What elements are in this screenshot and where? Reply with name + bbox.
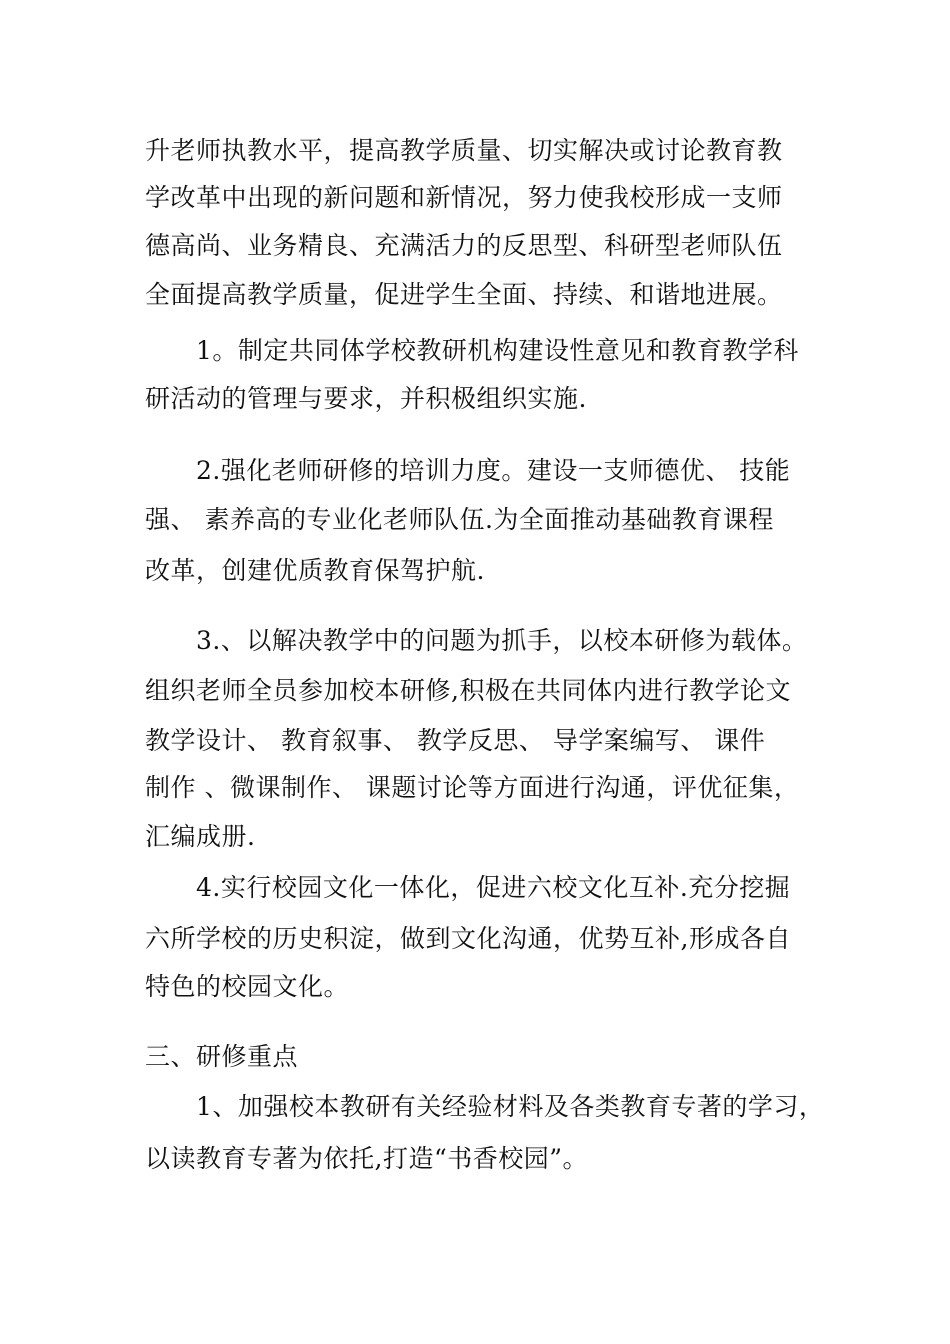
- paragraph-line: 研活动的管理与要求，并积极组织实施.: [145, 384, 587, 413]
- section-heading: 三、研修重点: [145, 1042, 299, 1071]
- paragraph-line: 德高尚、业务精良、充满活力的反思型、科研型老师队伍: [145, 231, 783, 260]
- paragraph-line: 汇编成册.: [145, 822, 256, 851]
- paragraph-line: 学改革中出现的新问题和新情况，努力使我校形成一支师: [145, 183, 783, 212]
- paragraph-line: 教学设计、 教育叙事、 教学反思、 导学案编写、 课件: [145, 726, 766, 755]
- paragraph-line: 特色的校园文化。: [145, 972, 350, 1001]
- paragraph-line: 3.、以解决教学中的问题为抓手，以校本研修为载体。: [196, 626, 808, 655]
- paragraph-line: 组织老师全员参加校本研修,积极在共同体内进行教学论文: [145, 676, 791, 705]
- paragraph-line: 升老师执教水平，提高教学质量、切实解决或讨论教育教: [145, 136, 783, 165]
- paragraph-line: 以读教育专著为依托,打造“书香校园”。: [145, 1144, 589, 1173]
- paragraph-line: 4.实行校园文化一体化，促进六校文化互补.充分挖掘: [196, 873, 791, 902]
- paragraph-line: 强、 素养高的专业化老师队伍.为全面推动基础教育课程: [145, 505, 774, 534]
- paragraph-line: 全面提高教学质量，促进学生全面、持续、和谐地进展。: [145, 280, 783, 309]
- paragraph-line: 1、加强校本教研有关经验材料及各类教育专著的学习，: [196, 1092, 825, 1121]
- paragraph-line: 制作 、微课制作、 课题讨论等方面进行沟通，评优征集，: [145, 773, 800, 802]
- paragraph-line: 2.强化老师研修的培训力度。建设一支师德优、 技能: [196, 456, 791, 485]
- paragraph-line: 六所学校的历史积淀，做到文化沟通，优势互补,形成各自: [145, 924, 791, 953]
- paragraph-line: 改革，创建优质教育保驾护航.: [145, 556, 485, 585]
- paragraph-line: 1。制定共同体学校教研机构建设性意见和教育教学科: [196, 336, 799, 365]
